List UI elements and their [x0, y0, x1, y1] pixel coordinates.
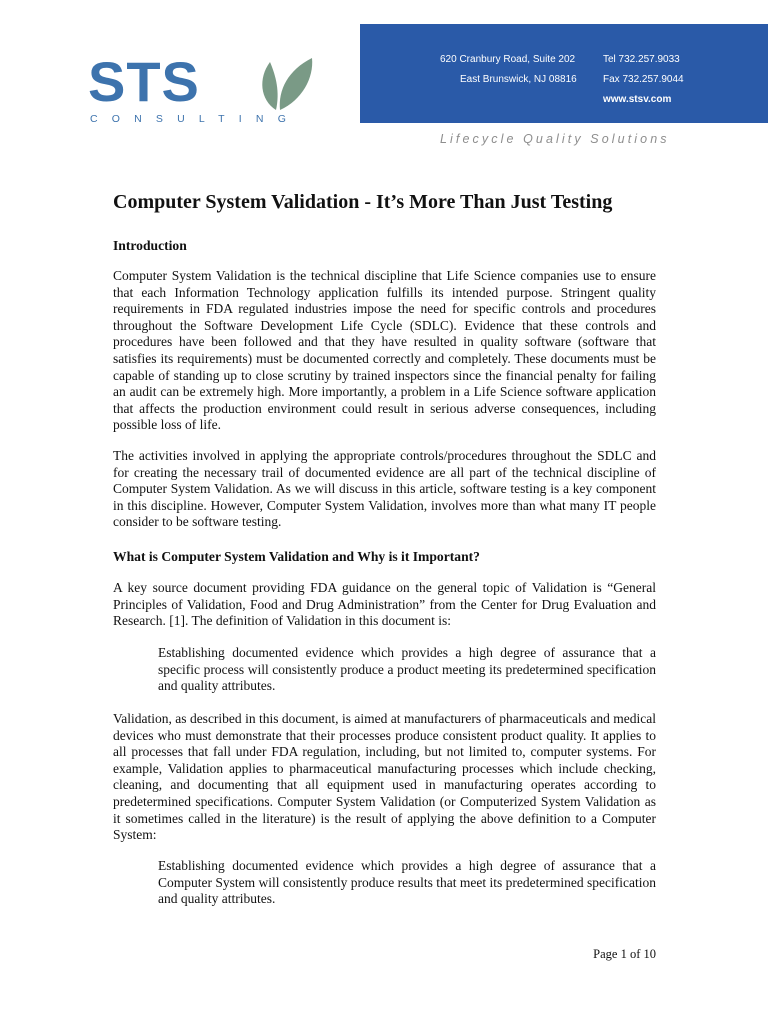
block-quote-1: Establishing documented evidence which provides a high degree of assurance that a specific process will consistently produce a product meeting its predetermined specification and quality attributes. [158, 645, 656, 694]
logo-wordmark: STS [88, 50, 200, 113]
document-title: Computer System Validation - It’s More Than Just Testing [113, 191, 613, 213]
page-number: Page 1 of 10 [593, 947, 656, 961]
logo-subtitle: CONSULTING [90, 113, 301, 125]
section-heading-what-is-csv: What is Computer System Validation and Why is it Important? [113, 549, 480, 564]
website-link[interactable]: www.stsv.com [603, 94, 672, 105]
paragraph-1: Computer System Validation is the technical discipline that Life Science companies use to ensure that each Information Technology application fulfills its intended purpose. Stringent quality requirements in FDA regulated industries impose the need for specific controls and procedures throughout the Software Development Life Cycle (SDLC). Evidence that these controls and procedures have been followed and that they have resulted in quality software (software that satisfies its requirements) must be documented correctly and completely. These documents must be capable of standing up to close scrutiny by trained inspectors since the financial penalty for failing an audit can be extremely high. More importantly, a problem in a Life Science software application that affects the production environment could result in serious adverse consequences, including possible loss of life. [113, 268, 656, 433]
sts-consulting-logo [88, 52, 318, 128]
section-heading-introduction: Introduction [113, 238, 187, 253]
paragraph-3: A key source document providing FDA guidance on the general topic of Validation is “General Principles of Validation, Food and Drug Administration” from the Center for Drug Evaluation and Research. [1]. The definition of Validation in this document is: [113, 580, 656, 629]
paragraph-2: The activities involved in applying the appropriate controls/procedures throughout the SDLC and for creating the necessary trail of documented evidence are all part of the technical discipline of Computer System Validation. As we will discuss in this article, software testing is a key component in this discipline. However, Computer System Validation, involves more than what many IT people consider to be software testing. [113, 448, 656, 530]
fax-number: Fax 732.257.9044 [603, 74, 684, 85]
block-quote-2: Establishing documented evidence which provides a high degree of assurance that a Computer System will consistently produce results that meet its predetermined specification and quality attributes. [158, 858, 656, 907]
leaf-icon [256, 56, 316, 112]
telephone-number: Tel 732.257.9033 [603, 54, 680, 65]
tagline: Lifecycle Quality Solutions [440, 132, 670, 146]
address-line-2: East Brunswick, NJ 08816 [460, 74, 577, 85]
paragraph-4: Validation, as described in this document, is aimed at manufacturers of pharmaceuticals and medical devices who must demonstrate that their processes produce consistent product quality. It applies to all processes that fall under FDA regulation, including, but not limited to, computer systems. For example, Validation applies to pharmaceutical manufacturing processes which include checking, cleaning, and documenting that all equipment used in manufacturing operates according to predetermined specifications. Computer System Validation (or Computerized System Validation as it sometimes called in the literature) is the result of applying the above definition to a Computer System: [113, 711, 656, 843]
address-line-1: 620 Cranbury Road, Suite 202 [440, 54, 576, 65]
